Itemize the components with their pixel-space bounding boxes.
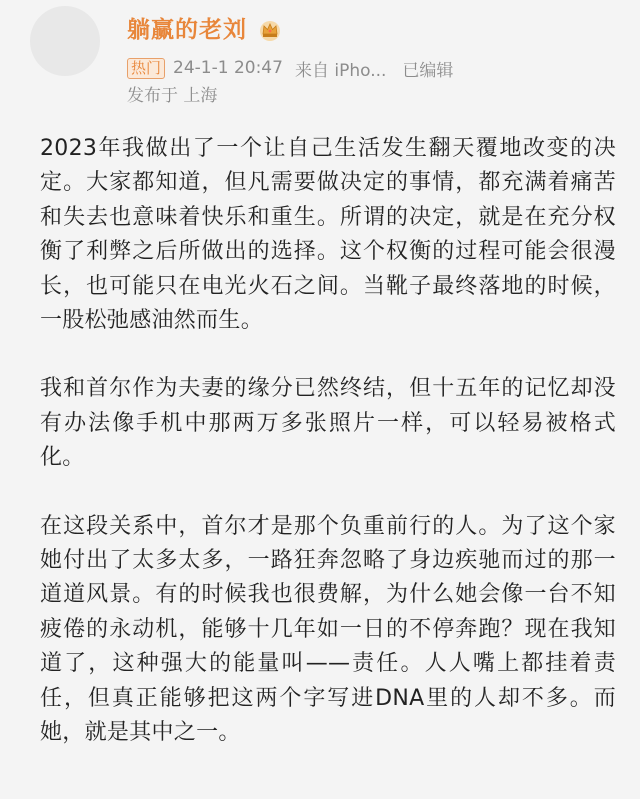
post-source[interactable]: 来自 iPho... bbox=[294, 60, 387, 81]
post-header bbox=[0, 0, 640, 120]
post-meta bbox=[127, 56, 453, 80]
post-content bbox=[40, 132, 616, 785]
paragraph: 在这段关系中，首尔才是那个负重前行的人。为了这个家她付出了太多太多，一路狂奔忽略了身边疾驰而过的那一道道风景。有的时候我也很费解，为什么她会像一台不知疲倦的永动机，能够十几年如一日的不停奔跑？现在我知道了，这种强大的能量叫——责任。人人嘴上都挂着责任，但真正能够把这两个字写进DNA里的人却不多。而她，就是其中之一。 bbox=[40, 513, 616, 746]
edited-label[interactable]: 已编辑 bbox=[402, 60, 454, 81]
paragraph: 我和首尔作为夫妻的缘分已然终结，但十五年的记忆却没有办法像手机中那两万多张照片一样，可以轻易被格式化。 bbox=[40, 376, 616, 471]
post-time: 24-1-1 20:47 bbox=[173, 58, 283, 78]
author-name[interactable]: 躺赢的老刘 bbox=[127, 17, 247, 43]
paragraph: 2023年我做出了一个让自己生活发生翻天覆地改变的决定。大家都知道，但凡需要做决定的事情，都充满着痛苦和失去也意味着快乐和重生。所谓的决定，就是在充分权衡了利弊之后所做出的选择。这个权衡的过程可能会很漫长，也可能只在电光火石之间。当靴子最终落地的时候，一股松弛感油然而生。 bbox=[40, 136, 616, 334]
hot-badge[interactable]: 热门 bbox=[127, 58, 165, 79]
post-location: 发布于 上海 bbox=[127, 86, 218, 106]
crown-icon bbox=[258, 18, 282, 42]
avatar[interactable] bbox=[30, 6, 100, 76]
